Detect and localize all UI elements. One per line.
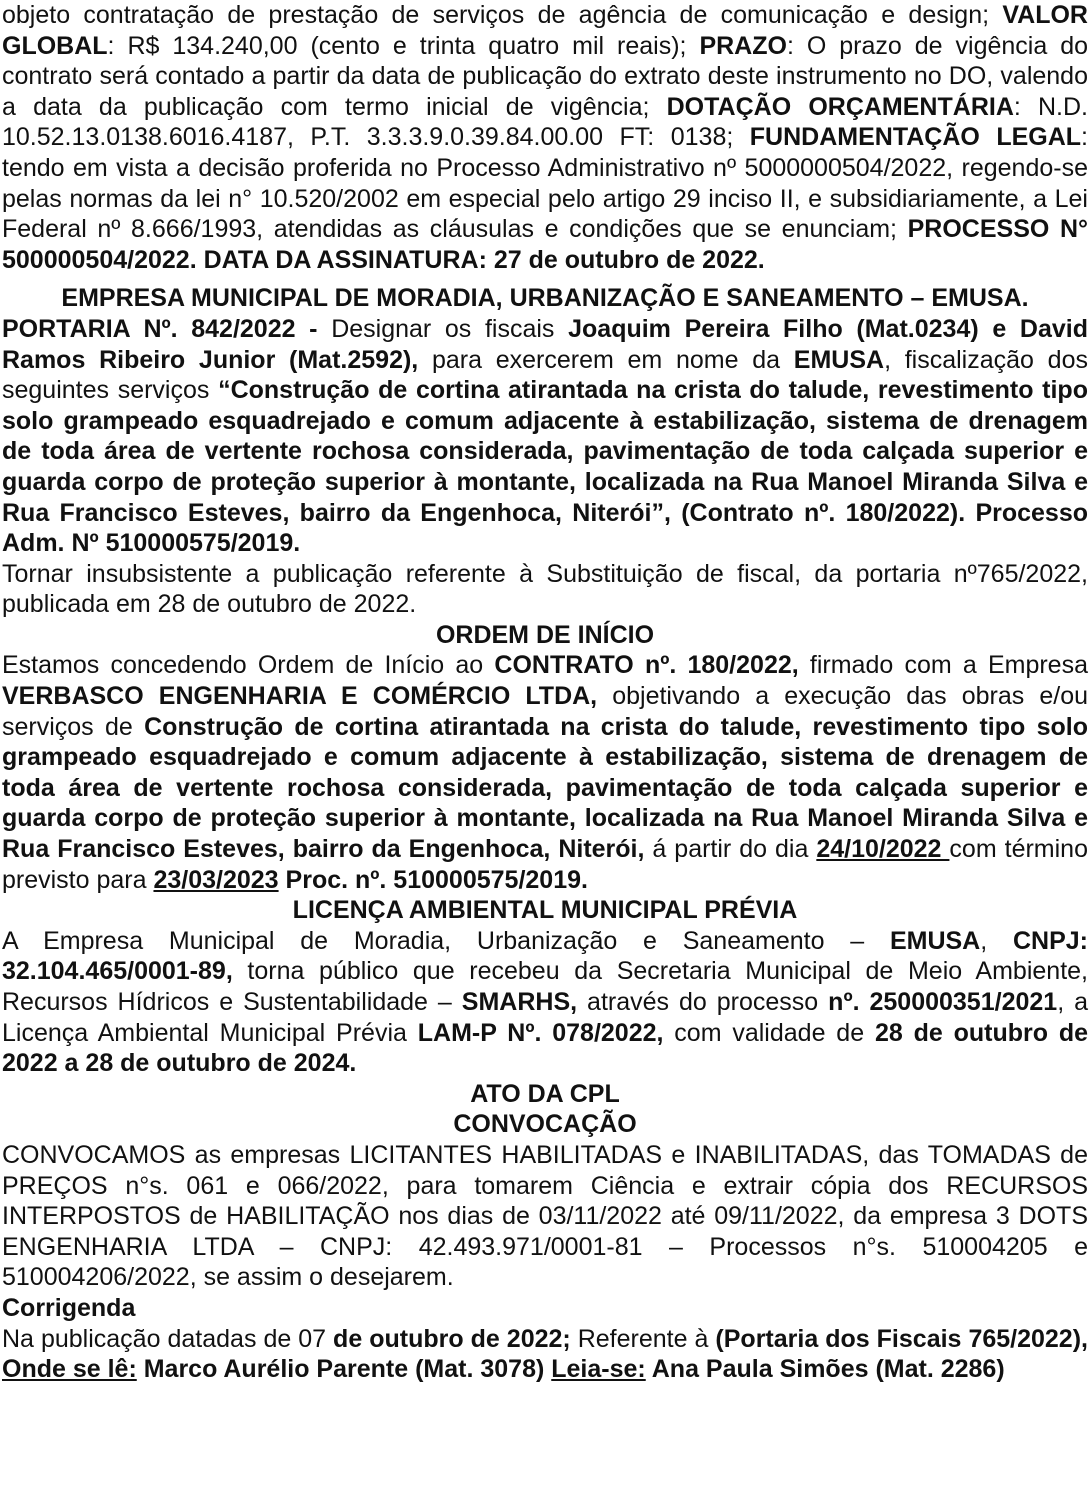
end-date: 23/03/2023: [153, 865, 279, 894]
text-span: para exercerem em nome da: [418, 345, 794, 374]
text-span: á partir do dia: [644, 835, 817, 864]
correct-name: Ana Paula Simões (Mat. 2286): [645, 1355, 1005, 1384]
section-heading-ato-cpl: ATO DA CPL: [470, 1079, 620, 1108]
text-span: objeto contratação de prestação de serviços de agência de comunicação e design;: [2, 1, 1003, 29]
section-heading-convocacao: CONVOCAÇÃO: [453, 1110, 637, 1139]
section-heading-ordem-inicio: ORDEM DE INÍCIO: [435, 620, 655, 649]
insubsistente-paragraph: Tornar insubsistente a publicação referente à Substituição de fiscal, da portaria nº765/2022, publicada em 28 de outubro de 2022.: [2, 559, 1088, 619]
prazo-label: PRAZO: [699, 31, 787, 60]
text-span: : R$ 134.240,00 (cento e trinta quatro mil reais);: [107, 31, 700, 60]
dotacao-label: DOTAÇÃO ORÇAMENTÁRIA: [666, 92, 1014, 121]
emusa-label: EMUSA: [889, 926, 981, 955]
date-text: de outubro de 2022;: [333, 1324, 571, 1353]
text-span: A Empresa Municipal de Moradia, Urbanização e Saneamento –: [2, 926, 890, 955]
emusa-label: EMUSA: [793, 345, 885, 374]
corrigenda-heading: Corrigenda: [2, 1293, 136, 1322]
text-span: com validade de: [663, 1018, 875, 1047]
company-name: VERBASCO ENGENHARIA E COMÉRCIO LTDA,: [2, 682, 598, 711]
spacer: [2, 275, 1088, 283]
contrato-number: CONTRATO nº. 180/2022,: [494, 651, 799, 680]
text-span: : N.D. 10.52.13.0138.6016.4187, P.T. 3.3.3.9.0.39.84.00.00 FT: 0138;: [2, 92, 1088, 152]
text-span: : tendo em vista a decisão proferida no Processo Administrativo nº 5000000504/2022, regendo-se pelas normas da lei n° 10.520/2002 em especial pelo artigo 29 inciso II, e subsidiariamente, a Lei Federal nº 8.666/1993, atendidas as cláusulas e condições que se enunciam;: [2, 123, 1088, 244]
cnpj-value: CNPJ: 32.104.465/0001-89,: [2, 926, 1088, 986]
fundamentacao-label: FUNDAMENTAÇÃO LEGAL: [749, 123, 1082, 152]
onde-se-le-label: Onde se lê:: [2, 1355, 137, 1384]
text-span: Na publicação datadas de 07: [2, 1324, 334, 1353]
text-span: com término previsto para: [2, 835, 1088, 894]
text-span: , a Licença Ambiental Municipal Prévia: [2, 988, 1089, 1047]
wrong-name: Marco Aurélio Parente (Mat. 3078): [136, 1355, 552, 1384]
portaria-paragraph: [2, 314, 1088, 559]
section-heading-licenca: LICENÇA AMBIENTAL MUNICIPAL PRÉVIA: [292, 896, 798, 925]
processo-number: nº. 250000351/2021: [828, 988, 1058, 1016]
text-span: : O prazo de vigência do contrato será contado a partir da data de publicação do extrato deste instrumento no DO, valendo a data da publicação com termo inicial de vigência;: [2, 31, 1089, 121]
text-span: Referente à: [570, 1324, 716, 1353]
smarhs-label: SMARHS,: [461, 988, 578, 1016]
corrigenda-paragraph: [2, 1324, 1088, 1385]
licenca-paragraph: [2, 926, 1088, 1079]
leia-se-label: Leia-se:: [551, 1355, 646, 1384]
text-span: Estamos concedendo Ordem de Início ao: [2, 651, 495, 680]
processo-data-assinatura: PROCESSO N° 500000504/2022. DATA DA ASSINATURA: 27 de outubro de 2022.: [2, 215, 1088, 274]
text-span: ,: [980, 926, 1013, 955]
contract-extract-paragraph: [2, 0, 1088, 275]
convocacao-paragraph: CONVOCAMOS as empresas LICITANTES HABILITADAS e INABILITADAS, das TOMADAS de PREÇOS n°s. 061 e 066/2022, para tomarem Ciência e extrair cópia dos RECURSOS INTERPOSTOS de HABILITAÇÃO nos dias de 03/11/2022 até 09/11/2022, da empresa 3 DOTS ENGENHARIA LTDA – CNPJ: 42.493.971/0001-81 – Processos n°s. 510004205 e 510004206/2022, se assim o desejarem.: [2, 1140, 1088, 1292]
text-span: Designar os fiscais: [331, 314, 569, 343]
proc-number: Proc. nº. 510000575/2019.: [278, 865, 588, 894]
text-span: , fiscalização dos seguintes serviços: [2, 345, 1088, 405]
text-span: torna público que recebeu da Secretaria Municipal de Meio Ambiente, Recursos Hídricos e Sustentabilidade –: [2, 957, 1088, 1016]
text-span: objetivando a execução das obras e/ou serviços de: [2, 682, 1088, 741]
works-description: Construção de cortina atirantada na crista do talude, revestimento tipo solo grampeado esquadrejado e comum adjacente à estabilização, sistema de drenagem de toda área de vertente rochosa considerada, pavimentação de toda calçada superior e guarda corpo de proteção superior à montante, localizada na Rua Manoel Miranda Silva e Rua Francisco Esteves, bairro da Engenhoca, Niterói,: [2, 712, 1088, 864]
section-heading-emusa: EMPRESA MUNICIPAL DE MORADIA, URBANIZAÇÃO E SANEAMENTO – EMUSA.: [61, 284, 1029, 313]
ordem-inicio-paragraph: [2, 650, 1088, 895]
text-span: firmado com a Empresa: [798, 651, 1088, 680]
portaria-reference: (Portaria dos Fiscais 765/2022),: [715, 1324, 1088, 1353]
lamp-number: LAM-P Nº. 078/2022,: [417, 1018, 664, 1047]
fiscais-names: Joaquim Pereira Filho (Mat.0234) e David Ramos Ribeiro Junior (Mat.2592),: [2, 314, 1088, 374]
portaria-number: PORTARIA Nº. 842/2022 -: [2, 314, 332, 343]
validity-period: 28 de outubro de 2022 a 28 de outubro de 2024.: [2, 1018, 1089, 1078]
valor-global-label: VALOR GLOBAL: [2, 1, 1088, 60]
services-description: “Construção de cortina atirantada na crista do talude, revestimento tipo solo grampeado esquadrejado e comum adjacente à estabilização, sistema de drenagem de toda área de vertente rochosa considerada, pavimentação de toda calçada superior e guarda corpo de proteção superior à montante, localizada na Rua Manoel Miranda Silva e Rua Francisco Esteves, bairro da Engenhoca, Niterói”, (Contrato nº. 180/2022). Processo Adm. Nº 510000575/2019.: [2, 376, 1088, 558]
text-span: através do processo: [577, 988, 829, 1016]
start-date: 24/10/2022: [816, 835, 950, 864]
